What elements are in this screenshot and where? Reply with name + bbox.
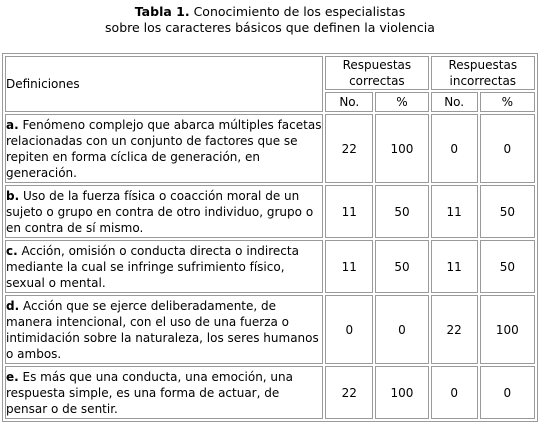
table-row bbox=[5, 240, 535, 293]
caption-line-1 bbox=[0, 4, 540, 20]
table-row bbox=[5, 295, 535, 364]
definition-letter: c. bbox=[6, 243, 18, 258]
definition-text: Acción, omisión o conducta directa o indirecta mediante la cual se infringe sufrimiento físico, sexual o mental. bbox=[6, 243, 299, 290]
definition-cell bbox=[5, 185, 323, 238]
definition-text: Fenómeno complejo que abarca múltiples facetas relacionadas con un conjunto de factores que se repiten en forma cíclica de generación, en generación. bbox=[6, 117, 322, 180]
correct-count: 11 bbox=[325, 240, 373, 293]
caption-line-2: sobre los caracteres básicos que definen la violencia bbox=[105, 20, 435, 35]
definition-text: Uso de la fuerza física o coacción moral de un sujeto o grupo en contra de otro individuo, grupo o en contra de sí mismo. bbox=[6, 188, 314, 235]
table-caption bbox=[0, 4, 540, 36]
definition-text: Acción que se ejerce deliberadamente, de manera intencional, con el uso de una fuerza o intimidación sobre la naturaleza, los seres humanos o ambos. bbox=[6, 298, 319, 361]
header-correct-pct: % bbox=[375, 92, 428, 112]
header-respuestas-incorrectas: Respuestas incorrectas bbox=[431, 56, 535, 90]
header-definiciones: Definiciones bbox=[5, 56, 323, 112]
correct-percent: 50 bbox=[375, 240, 428, 293]
definition-letter: a. bbox=[6, 117, 19, 132]
correct-count: 0 bbox=[325, 295, 373, 364]
incorrect-count: 11 bbox=[431, 240, 478, 293]
incorrect-percent: 100 bbox=[480, 295, 535, 364]
table-row bbox=[5, 366, 535, 419]
definition-cell bbox=[5, 295, 323, 364]
incorrect-percent: 0 bbox=[480, 114, 535, 183]
definition-letter: e. bbox=[6, 369, 19, 384]
correct-percent: 100 bbox=[375, 366, 428, 419]
correct-count: 22 bbox=[325, 366, 373, 419]
definition-text: Es más que una conducta, una emoción, una respuesta simple, es una forma de actuar, de pensar o de sentir. bbox=[6, 369, 293, 416]
definition-letter: b. bbox=[6, 188, 20, 203]
incorrect-count: 0 bbox=[431, 366, 478, 419]
header-respuestas-correctas: Respuestas correctas bbox=[325, 56, 428, 90]
incorrect-count: 11 bbox=[431, 185, 478, 238]
definition-cell bbox=[5, 114, 323, 183]
incorrect-count: 22 bbox=[431, 295, 478, 364]
caption-label: Tabla 1. bbox=[134, 4, 190, 19]
correct-count: 22 bbox=[325, 114, 373, 183]
incorrect-count: 0 bbox=[431, 114, 478, 183]
header-incorrect-pct: % bbox=[480, 92, 535, 112]
definition-cell bbox=[5, 366, 323, 419]
knowledge-table bbox=[2, 53, 538, 422]
header-incorrect-no: No. bbox=[431, 92, 478, 112]
table-row bbox=[5, 185, 535, 238]
table-row bbox=[5, 114, 535, 183]
definition-letter: d. bbox=[6, 298, 20, 313]
incorrect-percent: 50 bbox=[480, 185, 535, 238]
header-correct-no: No. bbox=[325, 92, 373, 112]
correct-percent: 0 bbox=[375, 295, 428, 364]
correct-count: 11 bbox=[325, 185, 373, 238]
caption-title-part-1: Conocimiento de los especialistas bbox=[189, 4, 406, 19]
definition-cell bbox=[5, 240, 323, 293]
incorrect-percent: 0 bbox=[480, 366, 535, 419]
incorrect-percent: 50 bbox=[480, 240, 535, 293]
correct-percent: 50 bbox=[375, 185, 428, 238]
correct-percent: 100 bbox=[375, 114, 428, 183]
